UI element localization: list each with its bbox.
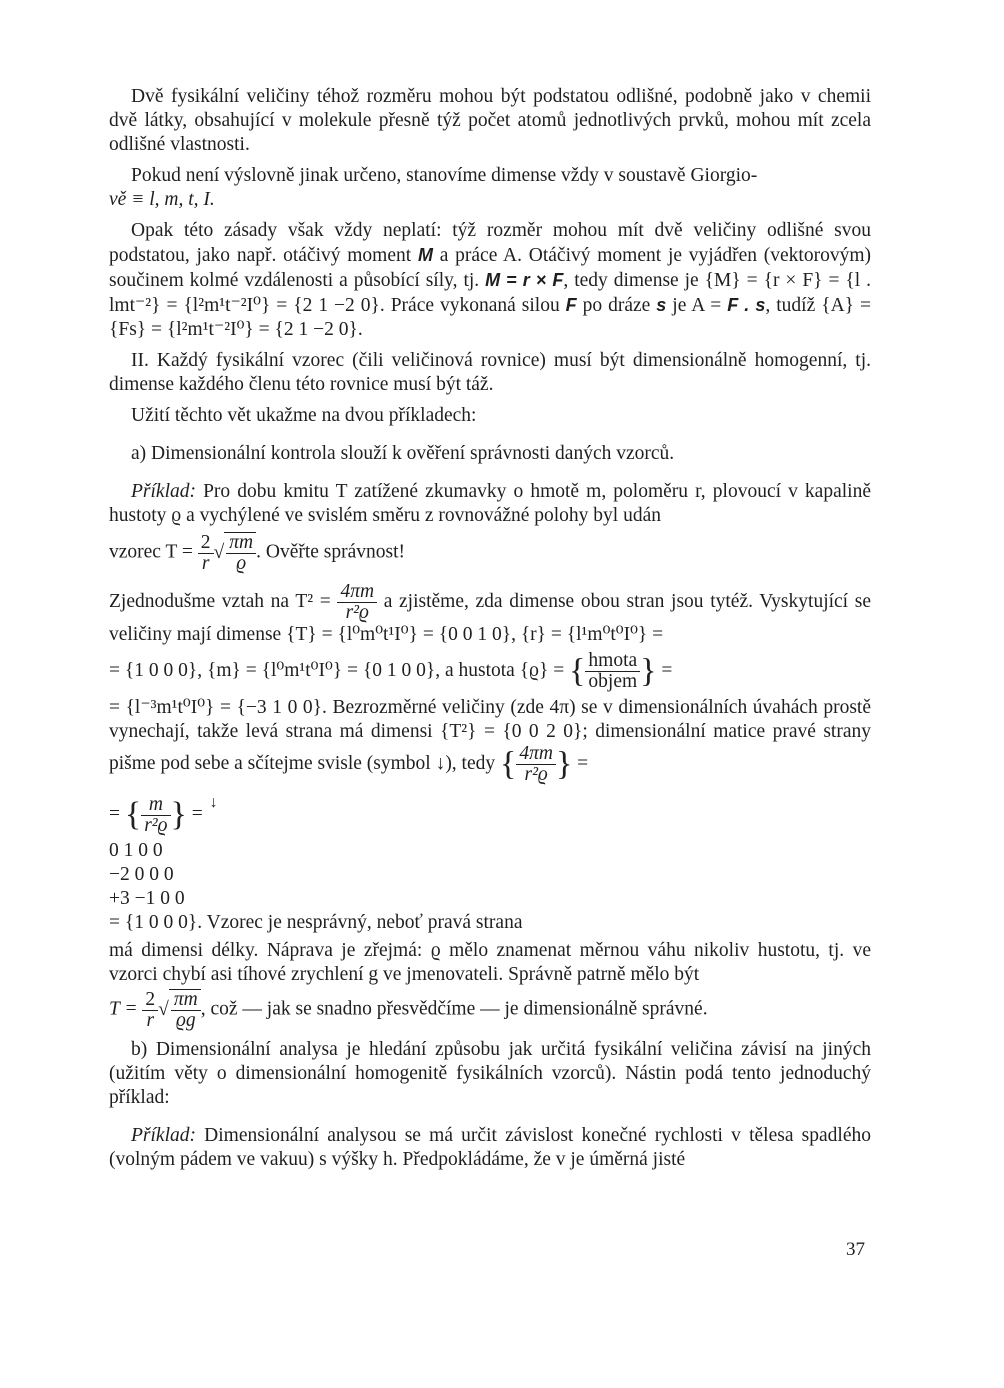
matrix-eq-sign: = <box>109 803 125 825</box>
p8-text-a: Zjednodušme vztah na T² = <box>109 590 338 612</box>
p3-vector-F: F <box>565 295 577 315</box>
sqrt-den-rhog: ϱg <box>175 1010 196 1031</box>
p8-text-d: = <box>656 659 673 681</box>
matrix-with-arrow <box>208 791 222 839</box>
fraction-4pim-over-r2rho <box>337 582 377 623</box>
fraction-2-over-r-2 <box>142 990 158 1031</box>
paragraph-4: II. Každý fysikální vzorec (čili veličinová rovnice) musí být dimensionálně homogenní, tj. dimense každého členu této rovnice musí být táž. <box>109 350 871 395</box>
p3-text-f: , tudíž {A} = {Fs} = {l²m¹t⁻²I⁰} = {2 1 −2 0}. <box>109 295 871 340</box>
formula-line-2 <box>109 989 871 1031</box>
formula-line-1 <box>109 532 871 574</box>
example-label-1: Příklad: <box>131 481 196 502</box>
p3-vector-Fs: F . s <box>727 295 766 315</box>
formula-2-lhs: T = <box>109 998 143 1020</box>
paragraph-2-line2: vě ≡ l, m, t, I. <box>109 189 215 210</box>
p9-text-c: , což — jak se snadno přesvědčíme — je dimensionálně správné. <box>200 998 708 1020</box>
formula-1-lhs: vzorec T = <box>109 541 198 563</box>
fraction-hmota-objem <box>585 651 640 692</box>
sqrt-pim-over-rho: √ $\frac{\pi m}{ϱ}$ <box>214 532 257 574</box>
p3-text-e: je A = <box>666 295 728 316</box>
frac-num-4pim: 4πm <box>337 582 377 603</box>
frac-num-2: 2 <box>198 533 214 554</box>
p3-vector-M: M <box>417 245 433 265</box>
paragraph-1: Dvě fysikální veličiny téhož rozměru mohou být podstatou odlišné, podobně jako v chemii dvě látky, obsahující v molekule přesně týž počet atomů jednotlivých prvků, mohou mít zcela odlišné vlastnosti. <box>109 86 871 155</box>
paragraph-10: b) Dimensionální analysa je hledání způsobu jak určitá fysikální veličina závisí na jiných (užitím věty o dimensionální homogenitě fysikálních vzorců). Nástin podá tento jednoduchý příklad: <box>109 1039 871 1108</box>
matrix-row-3: +3 −1 0 0 <box>109 888 185 909</box>
formula-1-end: . Ověřte správnost! <box>256 541 406 563</box>
page-number: 37 <box>846 1239 865 1260</box>
p3-vector-s: s <box>656 295 667 315</box>
fraction-2-over-r <box>198 533 214 574</box>
frac-den-r2rho-3: r²ϱ <box>144 814 168 836</box>
paragraph-2-line1: Pokud není výslovně jinak určeno, stanovíme dimense vždy v soustavě Giorgio- <box>131 165 758 186</box>
p11-text: Dimensionální analysou se má určit závislost konečné rychlosti v tělesa spadlého (volným pádem ve vakuu) s výšky h. Předpokládáme, že v je úměrná jisté <box>109 1125 871 1170</box>
right-brace-3: } <box>170 796 187 833</box>
left-brace-3: { <box>124 796 142 833</box>
p3-text-c: , tedy dimense je {M} = {r × F} = {l . lmt⁻²} = {l²m¹t⁻²I⁰} = {2 1 −2 0}. Práce vykonaná silou <box>109 270 871 316</box>
paragraph-8-cont <box>109 696 871 785</box>
paragraph-7 <box>109 480 871 528</box>
example-label-2: Příklad: <box>131 1125 196 1146</box>
p7-text: Pro dobu kmitu T zatížené zkumavky o hmotě m, poloměru r, plovoucí v kapalině hustoty ϱ a vychýlené ve svislém směru z rovnovážné polohy byl udán <box>109 481 871 526</box>
left-brace-2: { <box>500 745 517 783</box>
matrix-equation-line: = { $\frac{m}{\text{r²ϱ}}$ } = ↓ <box>109 791 871 839</box>
frac-den-objem: objem <box>588 671 638 692</box>
sqrt-den-rho: ϱ <box>236 553 247 574</box>
p8-text-f: = <box>572 752 589 774</box>
frac-num-2b: 2 <box>142 990 158 1011</box>
frac-den-rb: r <box>146 1009 155 1031</box>
left-brace: { <box>569 652 586 690</box>
frac-den-r2rho-2: r²ϱ <box>524 764 548 785</box>
p8-text-b: a zjistěme, zda dimense obou stran jsou tytéž. Vyskytující se veličiny mají dimense {T} = {l⁰m⁰t¹I⁰} = {0 0 1 0}, {r} = {l¹m⁰t⁰I⁰} = <box>109 590 871 645</box>
paragraph-2 <box>109 164 871 212</box>
frac-num-m: m <box>141 795 170 816</box>
page-content <box>109 85 871 1172</box>
paragraph-5: Užití těchto vět ukažme na dvou příkladech: <box>131 405 477 426</box>
right-brace-2: } <box>555 745 573 783</box>
p8-text-e: = {l⁻³m¹t⁰I⁰} = {−3 1 0 0}. Bezrozměrné veličiny (zde 4π) se v dimensionálních úvahách prostě vynechají, takže levá strana má dimensi {T²} = {0 0 2 0}; dimensionální matice pravé strany pišme pod sebe a sčítejme svisle (symbol ↓), tedy <box>109 697 871 774</box>
sum-arrow-icon: ↓ <box>209 794 218 811</box>
p8-text-c: = {1 0 0 0}, {m} = {l⁰m¹t⁰I⁰} = {0 1 0 0}, a hustota {ϱ} = <box>109 659 570 681</box>
sqrt-num-pim-2: πm <box>171 990 201 1011</box>
frac-num-hmota: hmota <box>585 651 640 672</box>
paragraph-6: a) Dimensionální kontrola slouží k ověření správnosti daných vzorců. <box>131 443 675 464</box>
right-brace: } <box>640 652 657 690</box>
frac-den-r2rho: r²ϱ <box>345 602 369 623</box>
fraction-4pim-over-r2rho-2 <box>516 744 556 785</box>
paragraph-11 <box>109 1124 871 1172</box>
sqrt-num-pim: πm <box>226 533 256 554</box>
paragraph-9: má dimensi délky. Náprava je zřejmá: ϱ mělo znamenat měrnou váhu nikoliv hustotu, tj. ve vzorci chybí asi tíhové zrychlení g ve jmenovateli. Správně patrně mělo být <box>109 940 871 985</box>
fraction-m-over-r2rho <box>141 795 170 836</box>
frac-num-4pim-2: 4πm <box>516 744 556 765</box>
p3-text-b: a práce A. Otáčivý moment je vyjádřen (vektorovým) součinem kolmé vzdálenosti a působící síly, tj. <box>109 245 871 291</box>
matrix-row-1: 0 1 0 0 <box>109 840 163 861</box>
p3-vector-eq: M = r × F <box>485 270 564 290</box>
p3-text-d: po dráze <box>576 295 657 316</box>
sqrt-pim-over-rhog: √ $\frac{\pi m}{ϱg}$ <box>158 989 201 1031</box>
paragraph-3 <box>109 219 871 342</box>
paragraph-8-line-density <box>109 651 871 692</box>
matrix-row-2: −2 0 0 0 <box>109 864 174 885</box>
p9-text-a: = {1 0 0 0}. Vzorec je nesprávný, neboť pravá strana <box>109 912 523 933</box>
paragraph-8 <box>109 582 871 647</box>
frac-den-r: r <box>201 552 210 574</box>
p3-text-a: Opak této zásady však vždy neplatí: týž rozměr mohou mít dvě veličiny odlišné svou podstatou, jako např. otáčivý moment <box>109 220 871 266</box>
